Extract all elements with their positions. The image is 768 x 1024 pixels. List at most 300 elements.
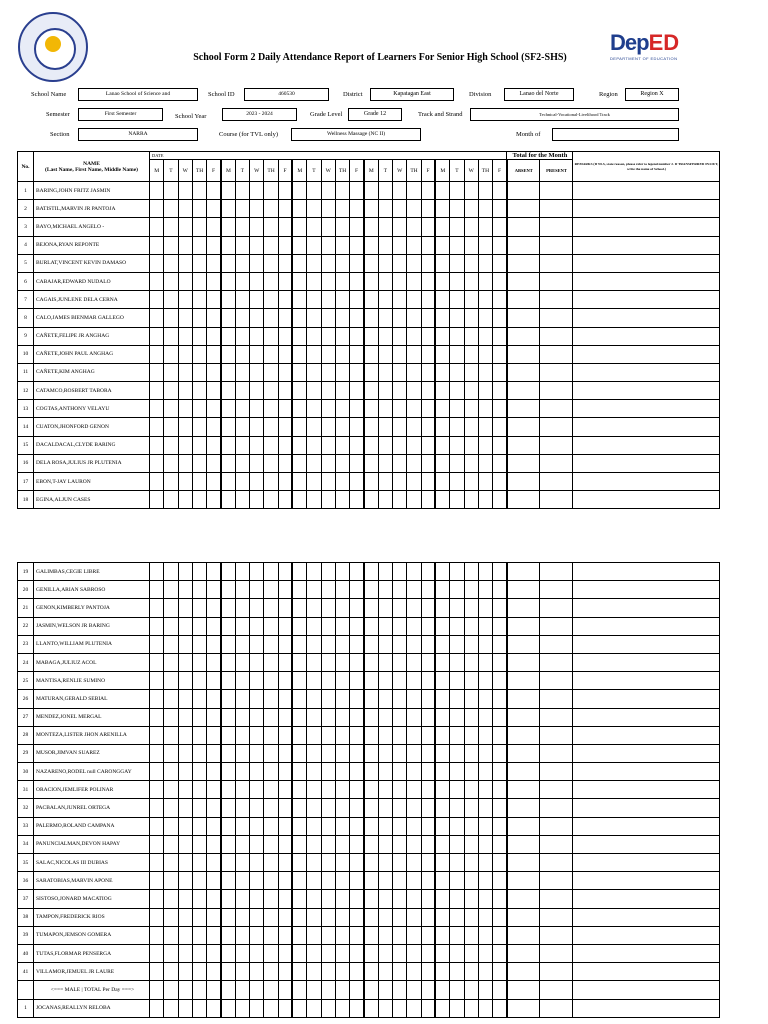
- attendance-cell[interactable]: [350, 835, 364, 853]
- attendance-cell[interactable]: [292, 563, 306, 581]
- attendance-cell[interactable]: [278, 491, 292, 509]
- attendance-cell[interactable]: [364, 345, 378, 363]
- attendance-cell[interactable]: [407, 309, 421, 327]
- attendance-cell[interactable]: [450, 400, 464, 418]
- attendance-cell[interactable]: [493, 418, 507, 436]
- attendance-cell[interactable]: [364, 908, 378, 926]
- attendance-cell[interactable]: [393, 890, 407, 908]
- attendance-cell[interactable]: [164, 581, 178, 599]
- attendance-cell[interactable]: [250, 473, 264, 491]
- attendance-cell[interactable]: [235, 473, 249, 491]
- attendance-cell[interactable]: [435, 454, 449, 472]
- attendance-cell[interactable]: [207, 835, 221, 853]
- attendance-cell[interactable]: [221, 799, 235, 817]
- remarks-cell[interactable]: [573, 418, 720, 436]
- attendance-cell[interactable]: [150, 890, 164, 908]
- attendance-cell[interactable]: [221, 617, 235, 635]
- attendance-cell[interactable]: [335, 763, 349, 781]
- attendance-cell[interactable]: [164, 908, 178, 926]
- attendance-cell[interactable]: [450, 563, 464, 581]
- attendance-cell[interactable]: [493, 981, 507, 999]
- attendance-cell[interactable]: [235, 309, 249, 327]
- attendance-cell[interactable]: [178, 835, 192, 853]
- attendance-cell[interactable]: [307, 272, 321, 290]
- attendance-cell[interactable]: [164, 291, 178, 309]
- remarks-cell[interactable]: [573, 454, 720, 472]
- attendance-cell[interactable]: [192, 944, 206, 962]
- attendance-cell[interactable]: [192, 345, 206, 363]
- attendance-cell[interactable]: [150, 309, 164, 327]
- attendance-cell[interactable]: [407, 817, 421, 835]
- attendance-cell[interactable]: [264, 272, 278, 290]
- attendance-cell[interactable]: [335, 363, 349, 381]
- attendance-cell[interactable]: [235, 854, 249, 872]
- attendance-cell[interactable]: [178, 854, 192, 872]
- present-total-cell[interactable]: [540, 218, 573, 236]
- absent-total-cell[interactable]: [507, 763, 540, 781]
- attendance-cell[interactable]: [421, 599, 435, 617]
- attendance-cell[interactable]: [235, 726, 249, 744]
- attendance-cell[interactable]: [221, 363, 235, 381]
- attendance-cell[interactable]: [278, 744, 292, 762]
- attendance-cell[interactable]: [150, 236, 164, 254]
- present-total-cell[interactable]: [540, 400, 573, 418]
- attendance-cell[interactable]: [493, 563, 507, 581]
- attendance-cell[interactable]: [278, 890, 292, 908]
- attendance-cell[interactable]: [207, 345, 221, 363]
- attendance-cell[interactable]: [235, 926, 249, 944]
- attendance-cell[interactable]: [464, 473, 478, 491]
- attendance-cell[interactable]: [192, 781, 206, 799]
- attendance-cell[interactable]: [292, 581, 306, 599]
- attendance-cell[interactable]: [250, 309, 264, 327]
- present-total-cell[interactable]: [540, 908, 573, 926]
- attendance-cell[interactable]: [221, 854, 235, 872]
- attendance-cell[interactable]: [321, 835, 335, 853]
- attendance-cell[interactable]: [335, 872, 349, 890]
- attendance-cell[interactable]: [321, 944, 335, 962]
- attendance-cell[interactable]: [335, 436, 349, 454]
- attendance-cell[interactable]: [235, 999, 249, 1017]
- attendance-cell[interactable]: [435, 473, 449, 491]
- attendance-cell[interactable]: [292, 981, 306, 999]
- attendance-cell[interactable]: [292, 182, 306, 200]
- attendance-cell[interactable]: [178, 872, 192, 890]
- attendance-cell[interactable]: [235, 182, 249, 200]
- attendance-cell[interactable]: [478, 999, 492, 1017]
- attendance-cell[interactable]: [235, 400, 249, 418]
- attendance-cell[interactable]: [192, 799, 206, 817]
- present-total-cell[interactable]: [540, 345, 573, 363]
- attendance-cell[interactable]: [493, 254, 507, 272]
- attendance-cell[interactable]: [364, 272, 378, 290]
- attendance-cell[interactable]: [321, 400, 335, 418]
- attendance-cell[interactable]: [378, 309, 392, 327]
- attendance-cell[interactable]: [407, 363, 421, 381]
- absent-total-cell[interactable]: [507, 200, 540, 218]
- attendance-cell[interactable]: [164, 763, 178, 781]
- attendance-cell[interactable]: [235, 436, 249, 454]
- attendance-cell[interactable]: [493, 872, 507, 890]
- attendance-cell[interactable]: [207, 400, 221, 418]
- attendance-cell[interactable]: [364, 672, 378, 690]
- attendance-cell[interactable]: [178, 236, 192, 254]
- attendance-cell[interactable]: [292, 763, 306, 781]
- attendance-cell[interactable]: [450, 944, 464, 962]
- attendance-cell[interactable]: [164, 872, 178, 890]
- attendance-cell[interactable]: [164, 817, 178, 835]
- attendance-cell[interactable]: [478, 182, 492, 200]
- attendance-cell[interactable]: [450, 418, 464, 436]
- attendance-cell[interactable]: [335, 309, 349, 327]
- attendance-cell[interactable]: [378, 363, 392, 381]
- attendance-cell[interactable]: [264, 963, 278, 981]
- present-total-cell[interactable]: [540, 799, 573, 817]
- attendance-cell[interactable]: [250, 418, 264, 436]
- attendance-cell[interactable]: [250, 672, 264, 690]
- attendance-cell[interactable]: [421, 872, 435, 890]
- attendance-cell[interactable]: [493, 599, 507, 617]
- attendance-cell[interactable]: [464, 981, 478, 999]
- attendance-cell[interactable]: [164, 436, 178, 454]
- attendance-cell[interactable]: [164, 400, 178, 418]
- attendance-cell[interactable]: [393, 635, 407, 653]
- attendance-cell[interactable]: [235, 963, 249, 981]
- attendance-cell[interactable]: [164, 981, 178, 999]
- attendance-cell[interactable]: [292, 491, 306, 509]
- attendance-cell[interactable]: [150, 799, 164, 817]
- attendance-cell[interactable]: [250, 454, 264, 472]
- attendance-cell[interactable]: [478, 653, 492, 671]
- attendance-cell[interactable]: [350, 400, 364, 418]
- attendance-cell[interactable]: [393, 254, 407, 272]
- attendance-cell[interactable]: [350, 382, 364, 400]
- attendance-cell[interactable]: [364, 218, 378, 236]
- attendance-cell[interactable]: [178, 672, 192, 690]
- attendance-cell[interactable]: [350, 926, 364, 944]
- attendance-cell[interactable]: [421, 726, 435, 744]
- attendance-cell[interactable]: [393, 999, 407, 1017]
- present-total-cell[interactable]: [540, 653, 573, 671]
- attendance-cell[interactable]: [393, 690, 407, 708]
- remarks-cell[interactable]: [573, 599, 720, 617]
- attendance-cell[interactable]: [264, 454, 278, 472]
- attendance-cell[interactable]: [292, 690, 306, 708]
- attendance-cell[interactable]: [192, 763, 206, 781]
- attendance-cell[interactable]: [407, 382, 421, 400]
- attendance-cell[interactable]: [250, 581, 264, 599]
- attendance-cell[interactable]: [435, 272, 449, 290]
- attendance-cell[interactable]: [150, 817, 164, 835]
- attendance-cell[interactable]: [178, 309, 192, 327]
- attendance-cell[interactable]: [493, 908, 507, 926]
- attendance-cell[interactable]: [335, 963, 349, 981]
- attendance-cell[interactable]: [278, 781, 292, 799]
- remarks-cell[interactable]: [573, 854, 720, 872]
- attendance-cell[interactable]: [335, 327, 349, 345]
- attendance-cell[interactable]: [350, 908, 364, 926]
- attendance-cell[interactable]: [407, 872, 421, 890]
- attendance-cell[interactable]: [364, 382, 378, 400]
- attendance-cell[interactable]: [407, 617, 421, 635]
- attendance-cell[interactable]: [207, 635, 221, 653]
- present-total-cell[interactable]: [540, 491, 573, 509]
- remarks-cell[interactable]: [573, 218, 720, 236]
- remarks-cell[interactable]: [573, 617, 720, 635]
- present-total-cell[interactable]: [540, 708, 573, 726]
- attendance-cell[interactable]: [292, 473, 306, 491]
- attendance-cell[interactable]: [393, 763, 407, 781]
- remarks-cell[interactable]: [573, 690, 720, 708]
- attendance-cell[interactable]: [250, 726, 264, 744]
- attendance-cell[interactable]: [192, 418, 206, 436]
- attendance-cell[interactable]: [407, 473, 421, 491]
- attendance-cell[interactable]: [221, 272, 235, 290]
- attendance-cell[interactable]: [192, 218, 206, 236]
- attendance-cell[interactable]: [221, 653, 235, 671]
- attendance-cell[interactable]: [192, 963, 206, 981]
- attendance-cell[interactable]: [450, 763, 464, 781]
- attendance-cell[interactable]: [164, 182, 178, 200]
- attendance-cell[interactable]: [407, 418, 421, 436]
- attendance-cell[interactable]: [435, 708, 449, 726]
- attendance-cell[interactable]: [264, 327, 278, 345]
- attendance-cell[interactable]: [192, 872, 206, 890]
- present-total-cell[interactable]: [540, 744, 573, 762]
- attendance-cell[interactable]: [378, 218, 392, 236]
- attendance-cell[interactable]: [435, 635, 449, 653]
- attendance-cell[interactable]: [321, 563, 335, 581]
- attendance-cell[interactable]: [393, 454, 407, 472]
- remarks-cell[interactable]: [573, 254, 720, 272]
- attendance-cell[interactable]: [207, 563, 221, 581]
- attendance-cell[interactable]: [178, 581, 192, 599]
- attendance-cell[interactable]: [292, 672, 306, 690]
- attendance-cell[interactable]: [464, 653, 478, 671]
- attendance-cell[interactable]: [435, 363, 449, 381]
- attendance-cell[interactable]: [307, 926, 321, 944]
- attendance-cell[interactable]: [350, 999, 364, 1017]
- attendance-cell[interactable]: [350, 200, 364, 218]
- attendance-cell[interactable]: [421, 817, 435, 835]
- attendance-cell[interactable]: [264, 708, 278, 726]
- attendance-cell[interactable]: [221, 309, 235, 327]
- attendance-cell[interactable]: [464, 835, 478, 853]
- attendance-cell[interactable]: [221, 491, 235, 509]
- attendance-cell[interactable]: [378, 473, 392, 491]
- absent-total-cell[interactable]: [507, 400, 540, 418]
- attendance-cell[interactable]: [192, 382, 206, 400]
- attendance-cell[interactable]: [321, 254, 335, 272]
- attendance-cell[interactable]: [493, 963, 507, 981]
- attendance-cell[interactable]: [221, 254, 235, 272]
- attendance-cell[interactable]: [292, 872, 306, 890]
- attendance-cell[interactable]: [450, 690, 464, 708]
- attendance-cell[interactable]: [421, 400, 435, 418]
- attendance-cell[interactable]: [407, 890, 421, 908]
- attendance-cell[interactable]: [278, 309, 292, 327]
- attendance-cell[interactable]: [421, 473, 435, 491]
- attendance-cell[interactable]: [478, 981, 492, 999]
- attendance-cell[interactable]: [407, 254, 421, 272]
- attendance-cell[interactable]: [378, 999, 392, 1017]
- attendance-cell[interactable]: [407, 653, 421, 671]
- remarks-cell[interactable]: [573, 581, 720, 599]
- attendance-cell[interactable]: [264, 436, 278, 454]
- attendance-cell[interactable]: [350, 799, 364, 817]
- remarks-cell[interactable]: [573, 291, 720, 309]
- attendance-cell[interactable]: [321, 817, 335, 835]
- absent-total-cell[interactable]: [507, 799, 540, 817]
- remarks-cell[interactable]: [573, 563, 720, 581]
- attendance-cell[interactable]: [421, 581, 435, 599]
- absent-total-cell[interactable]: [507, 653, 540, 671]
- attendance-cell[interactable]: [478, 854, 492, 872]
- attendance-cell[interactable]: [321, 291, 335, 309]
- attendance-cell[interactable]: [150, 999, 164, 1017]
- remarks-cell[interactable]: [573, 763, 720, 781]
- attendance-cell[interactable]: [407, 635, 421, 653]
- attendance-cell[interactable]: [178, 653, 192, 671]
- attendance-cell[interactable]: [378, 200, 392, 218]
- attendance-cell[interactable]: [321, 635, 335, 653]
- attendance-cell[interactable]: [393, 309, 407, 327]
- attendance-cell[interactable]: [264, 981, 278, 999]
- attendance-cell[interactable]: [435, 182, 449, 200]
- attendance-cell[interactable]: [178, 345, 192, 363]
- attendance-cell[interactable]: [150, 382, 164, 400]
- attendance-cell[interactable]: [350, 254, 364, 272]
- attendance-cell[interactable]: [178, 200, 192, 218]
- attendance-cell[interactable]: [192, 653, 206, 671]
- attendance-cell[interactable]: [350, 563, 364, 581]
- attendance-cell[interactable]: [164, 382, 178, 400]
- attendance-cell[interactable]: [278, 835, 292, 853]
- absent-total-cell[interactable]: [507, 218, 540, 236]
- absent-total-cell[interactable]: [507, 345, 540, 363]
- attendance-cell[interactable]: [421, 218, 435, 236]
- remarks-cell[interactable]: [573, 272, 720, 290]
- attendance-cell[interactable]: [307, 327, 321, 345]
- remarks-cell[interactable]: [573, 436, 720, 454]
- attendance-cell[interactable]: [221, 708, 235, 726]
- attendance-cell[interactable]: [378, 635, 392, 653]
- attendance-cell[interactable]: [278, 944, 292, 962]
- attendance-cell[interactable]: [207, 963, 221, 981]
- attendance-cell[interactable]: [178, 944, 192, 962]
- attendance-cell[interactable]: [407, 491, 421, 509]
- attendance-cell[interactable]: [321, 200, 335, 218]
- attendance-cell[interactable]: [478, 563, 492, 581]
- attendance-cell[interactable]: [321, 744, 335, 762]
- attendance-cell[interactable]: [192, 890, 206, 908]
- attendance-cell[interactable]: [478, 363, 492, 381]
- attendance-cell[interactable]: [192, 309, 206, 327]
- attendance-cell[interactable]: [321, 653, 335, 671]
- attendance-cell[interactable]: [292, 926, 306, 944]
- attendance-cell[interactable]: [235, 345, 249, 363]
- attendance-cell[interactable]: [493, 473, 507, 491]
- attendance-cell[interactable]: [378, 781, 392, 799]
- attendance-cell[interactable]: [407, 908, 421, 926]
- attendance-cell[interactable]: [407, 672, 421, 690]
- present-total-cell[interactable]: [540, 963, 573, 981]
- attendance-cell[interactable]: [221, 726, 235, 744]
- attendance-cell[interactable]: [478, 726, 492, 744]
- attendance-cell[interactable]: [335, 418, 349, 436]
- attendance-cell[interactable]: [292, 327, 306, 345]
- attendance-cell[interactable]: [478, 454, 492, 472]
- attendance-cell[interactable]: [335, 382, 349, 400]
- attendance-cell[interactable]: [435, 854, 449, 872]
- attendance-cell[interactable]: [321, 473, 335, 491]
- attendance-cell[interactable]: [493, 345, 507, 363]
- attendance-cell[interactable]: [478, 835, 492, 853]
- attendance-cell[interactable]: [393, 835, 407, 853]
- attendance-cell[interactable]: [350, 872, 364, 890]
- attendance-cell[interactable]: [464, 726, 478, 744]
- attendance-cell[interactable]: [192, 236, 206, 254]
- attendance-cell[interactable]: [335, 890, 349, 908]
- attendance-cell[interactable]: [393, 382, 407, 400]
- attendance-cell[interactable]: [478, 817, 492, 835]
- remarks-cell[interactable]: [573, 473, 720, 491]
- attendance-cell[interactable]: [235, 491, 249, 509]
- attendance-cell[interactable]: [292, 817, 306, 835]
- attendance-cell[interactable]: [264, 382, 278, 400]
- attendance-cell[interactable]: [335, 653, 349, 671]
- attendance-cell[interactable]: [335, 617, 349, 635]
- attendance-cell[interactable]: [264, 563, 278, 581]
- attendance-cell[interactable]: [450, 363, 464, 381]
- attendance-cell[interactable]: [407, 400, 421, 418]
- attendance-cell[interactable]: [321, 926, 335, 944]
- attendance-cell[interactable]: [464, 817, 478, 835]
- attendance-cell[interactable]: [307, 963, 321, 981]
- attendance-cell[interactable]: [493, 672, 507, 690]
- attendance-cell[interactable]: [307, 999, 321, 1017]
- attendance-cell[interactable]: [350, 291, 364, 309]
- attendance-cell[interactable]: [192, 599, 206, 617]
- attendance-cell[interactable]: [493, 781, 507, 799]
- attendance-cell[interactable]: [450, 345, 464, 363]
- attendance-cell[interactable]: [478, 944, 492, 962]
- attendance-cell[interactable]: [307, 363, 321, 381]
- attendance-cell[interactable]: [378, 418, 392, 436]
- attendance-cell[interactable]: [421, 309, 435, 327]
- attendance-cell[interactable]: [407, 763, 421, 781]
- attendance-cell[interactable]: [235, 291, 249, 309]
- attendance-cell[interactable]: [178, 473, 192, 491]
- attendance-cell[interactable]: [150, 944, 164, 962]
- attendance-cell[interactable]: [335, 254, 349, 272]
- attendance-cell[interactable]: [192, 581, 206, 599]
- attendance-cell[interactable]: [150, 672, 164, 690]
- attendance-cell[interactable]: [307, 981, 321, 999]
- attendance-cell[interactable]: [378, 708, 392, 726]
- attendance-cell[interactable]: [250, 182, 264, 200]
- attendance-cell[interactable]: [307, 672, 321, 690]
- attendance-cell[interactable]: [321, 272, 335, 290]
- remarks-cell[interactable]: [573, 999, 720, 1017]
- attendance-cell[interactable]: [421, 635, 435, 653]
- attendance-cell[interactable]: [164, 345, 178, 363]
- attendance-cell[interactable]: [435, 872, 449, 890]
- attendance-cell[interactable]: [264, 182, 278, 200]
- attendance-cell[interactable]: [450, 617, 464, 635]
- attendance-cell[interactable]: [250, 835, 264, 853]
- attendance-cell[interactable]: [478, 254, 492, 272]
